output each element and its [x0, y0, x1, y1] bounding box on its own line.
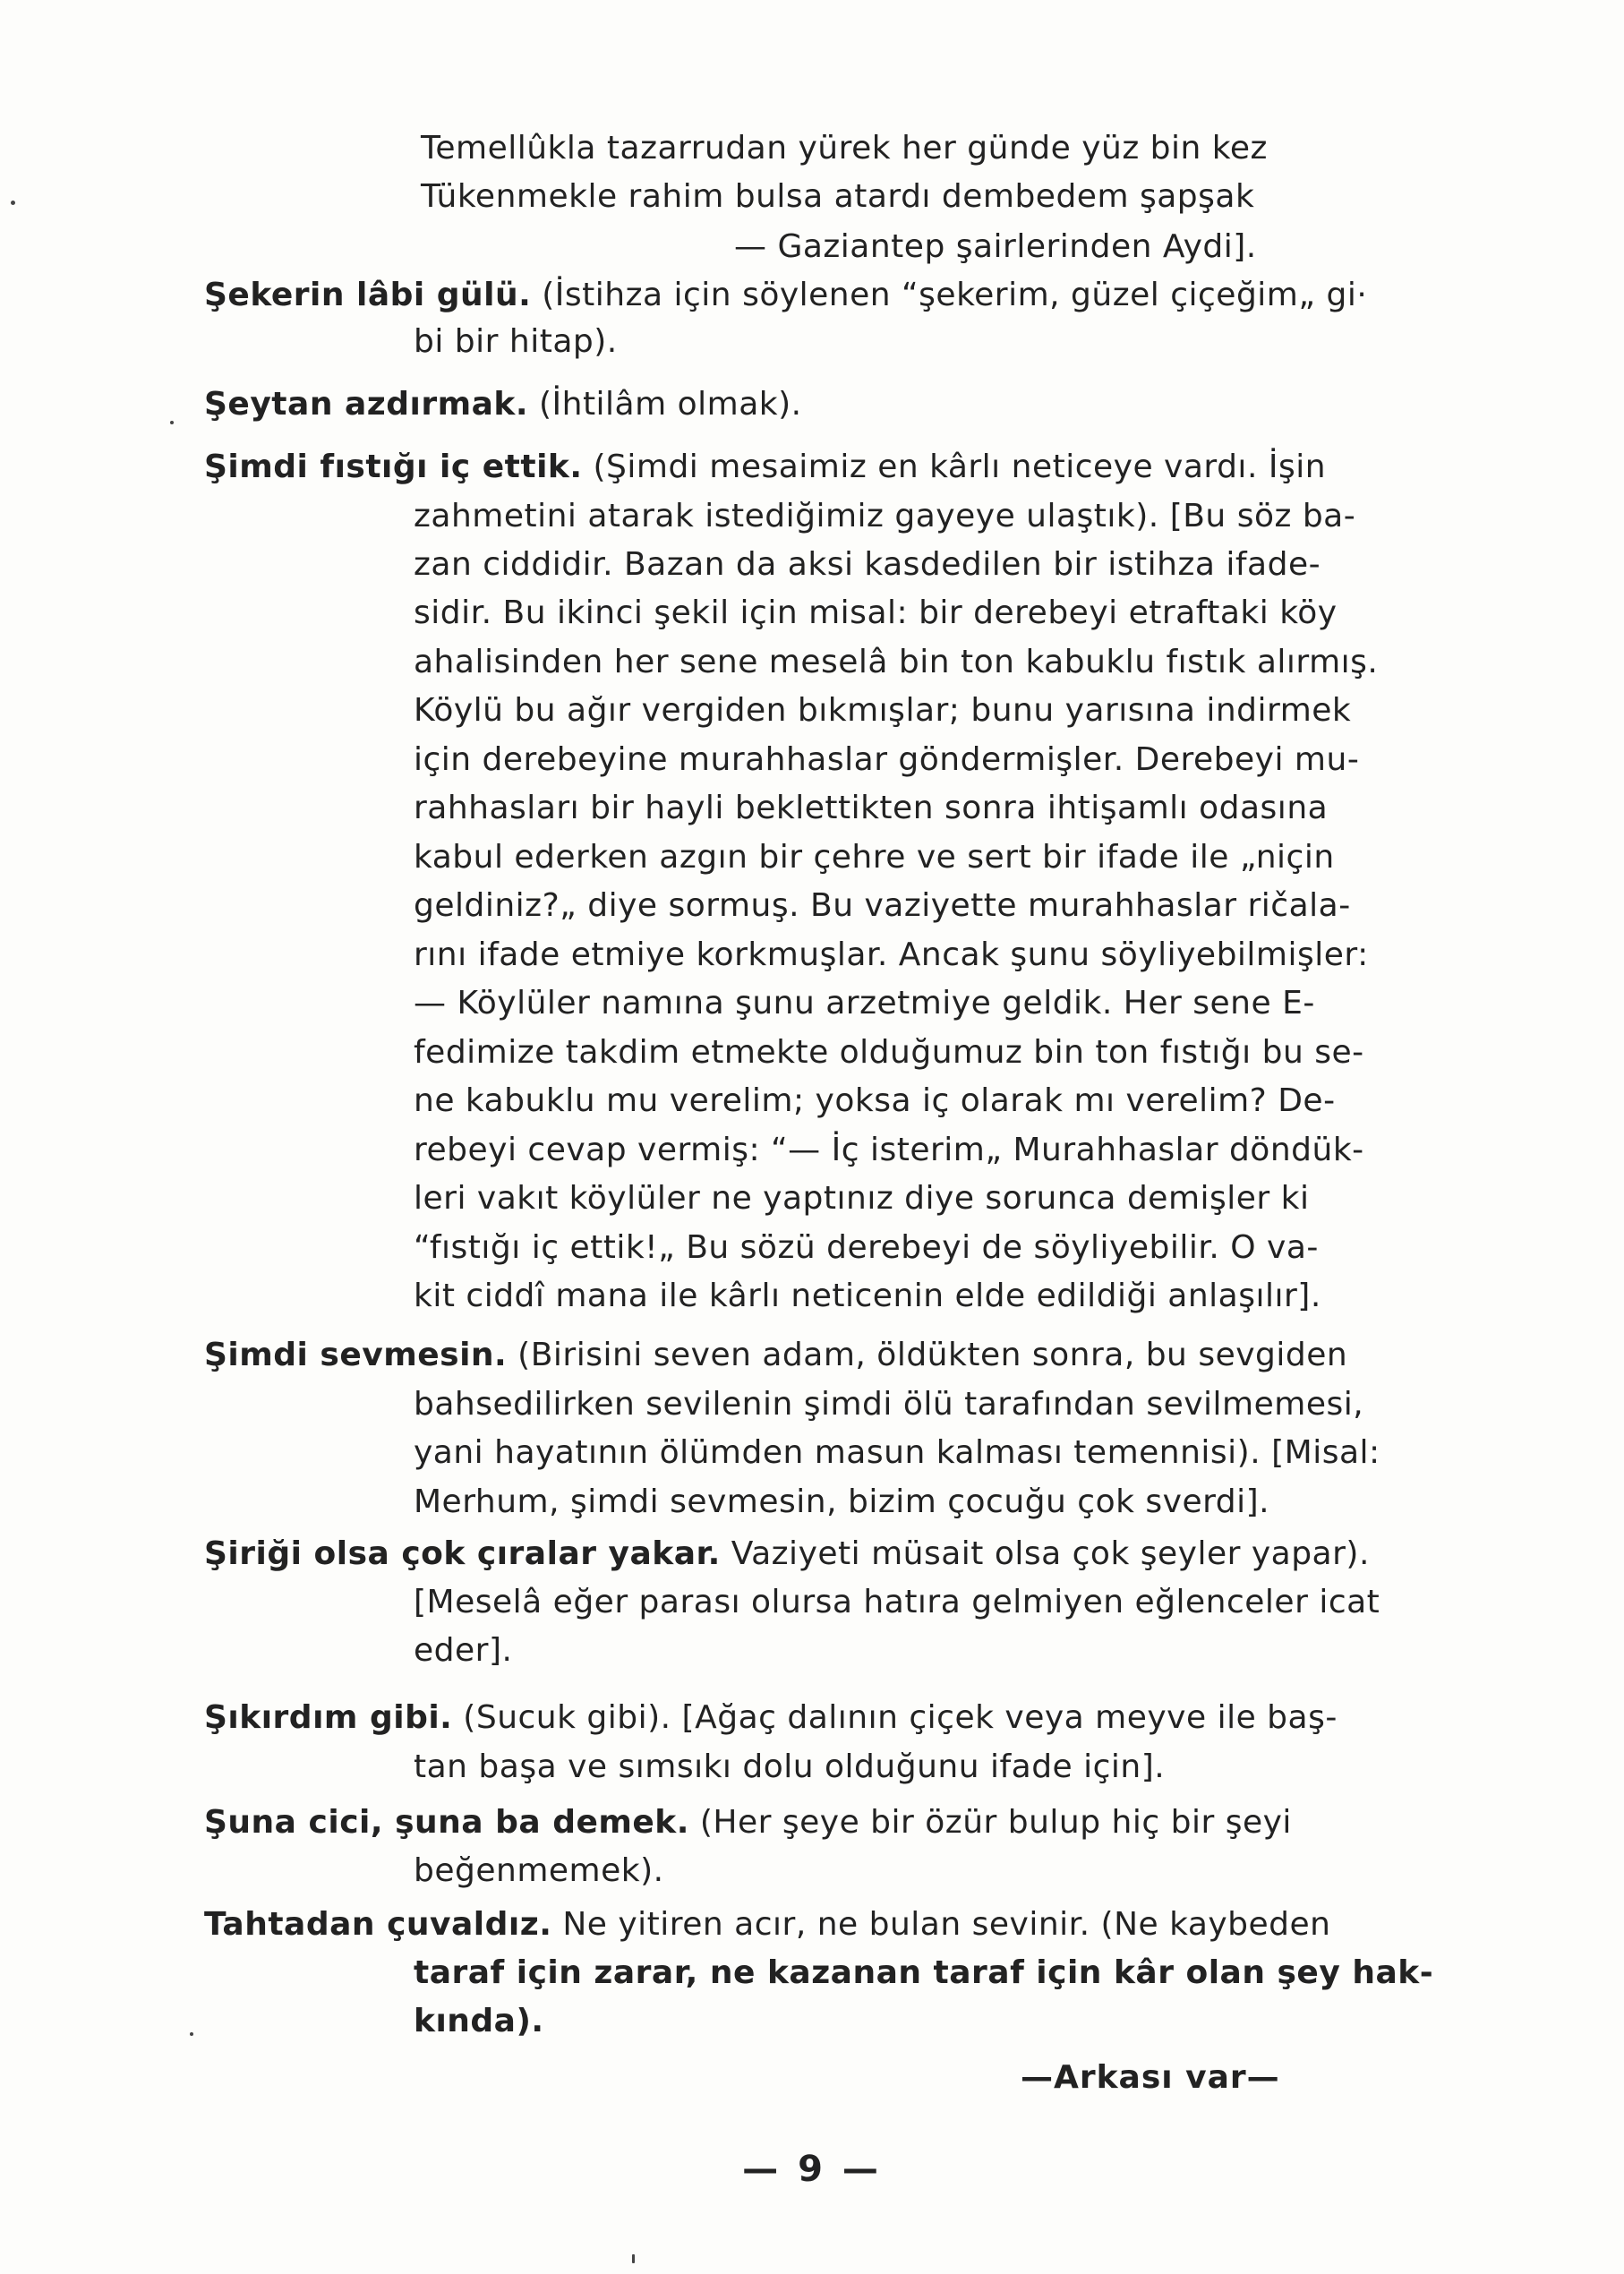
entry-3-line-16: leri vakıt köylüler ne yaptınız diye sorunca demişler ki [414, 1180, 1310, 1217]
entry-5-line-3: eder]. [414, 1632, 513, 1669]
entry-3-line-15: rebeyi cevap vermiş: “— İç isterim„ Murahhaslar döndük- [414, 1132, 1364, 1168]
entry-7-line-1 [204, 1801, 1292, 1844]
entry-text: (Birisini seven adam, öldükten sonra, bu sevgiden [507, 1337, 1348, 1373]
entry-3-line-5: ahalisinden her sene meselâ bin ton kabuklu fıstık alırmış. [414, 644, 1379, 680]
entry-4-line-2: bahsedilirken sevilenin şimdi ölü tarafından sevilmemesi, [414, 1386, 1364, 1423]
entry-3-line-17: “fıstığı iç ettik!„ Bu sözü derebeyi de söyliyebilir. O va- [414, 1229, 1319, 1266]
entry-8-line-1 [204, 1903, 1331, 1946]
page-number: — 9 — [742, 2149, 882, 2190]
poem-line-2: Tükenmekle rahim bulsa atardı dembedem şapşak [421, 178, 1255, 215]
entry-headword: Şuna cici, şuna ba demek. [204, 1804, 689, 1841]
entry-3-line-9: kabul ederken azgın bir çehre ve sert bir ifade ile „niçin [414, 839, 1335, 876]
entry-3-line-8: rahhasları bir hayli beklettikten sonra ihtişamlı odasına [414, 790, 1329, 826]
scan-speck [190, 2032, 193, 2036]
entry-text: Vaziyeti müsait olsa çok şeyler yapar). [720, 1535, 1370, 1572]
entry-3-line-2: zahmetini atarak istediğimiz gayeye ulaştık). [Bu söz ba- [414, 498, 1356, 534]
entry-4-line-3: yani hayatının ölümden masun kalması temennisi). [Misal: [414, 1434, 1380, 1471]
entry-headword: Şeytan azdırmak. [204, 386, 529, 423]
entry-headword: Şimdi fıstığı iç ettik. [204, 449, 583, 485]
entry-4-line-1 [204, 1334, 1347, 1377]
entry-3-line-13: fedimize takdim etmekte olduğumuz bin ton fıstığı bu se- [414, 1034, 1364, 1071]
poem-line-1: Temellûkla tazarrudan yürek her günde yüz bin kez [421, 130, 1268, 167]
entry-text: Ne yitiren acır, ne bulan sevinir. (Ne kaybeden [551, 1906, 1331, 1943]
entry-4-line-4: Merhum, şimdi sevmesin, bizim çocuğu çok sverdi]. [414, 1483, 1270, 1520]
entry-headword: Şimdi sevmesin. [204, 1337, 508, 1373]
scan-speck [170, 421, 174, 424]
entry-1-line-1 [204, 274, 1367, 317]
scan-speck [11, 201, 15, 205]
entry-text: (İhtilâm olmak). [528, 386, 802, 423]
entry-8-line-2: taraf için zarar, ne kazanan taraf için kâr olan şey hak- [414, 1954, 1434, 1991]
entry-3-line-14: ne kabuklu mu verelim; yoksa iç olarak mı verelim? De- [414, 1082, 1336, 1119]
entry-2-line-1 [204, 383, 802, 426]
entry-headword: Şekerin lâbi gülü. [204, 277, 532, 313]
continued-note: —Arkası var— [1021, 2059, 1280, 2096]
poem-attribution: — Gaziantep şairlerinden Aydi]. [734, 228, 1257, 265]
entry-3-line-10: geldiniz?„ diye sormuş. Bu vaziyette murahhaslar ričala- [414, 887, 1351, 924]
entry-5-line-2: [Meselâ eğer parası olursa hatıra gelmiyen eğlenceler icat [414, 1584, 1380, 1620]
entry-3-line-18: kit ciddî mana ile kârlı neticenin elde edildiği anlaşılır]. [414, 1278, 1321, 1314]
entry-headword: Şıkırdım gibi. [204, 1699, 453, 1736]
entry-3-line-6: Köylü bu ağır vergiden bıkmışlar; bunu yarısına indirmek [414, 692, 1352, 729]
entry-7-line-2: beğenmemek). [414, 1852, 664, 1889]
entry-3-line-12: — Köylüler namına şunu arzetmiye geldik. Her sene E- [414, 985, 1315, 1022]
entry-text: (Sucuk gibi). [Ağaç dalının çiçek veya meyve ile baş- [452, 1699, 1338, 1736]
scan-speck [632, 2254, 635, 2263]
entry-3-line-3: zan ciddidir. Bazan da aksi kasdedilen bir istihza ifade- [414, 546, 1321, 583]
entry-headword: Şiriği olsa çok çıralar yakar. [204, 1535, 721, 1572]
entry-8-line-3: kında). [414, 2003, 544, 2039]
entry-text: (İstihza için söylenen “şekerim, güzel çiçeğim„ gi· [531, 277, 1368, 313]
entry-3-line-1 [204, 446, 1326, 489]
entry-text: (Her şeye bir özür bulup hiç bir şeyi [688, 1804, 1292, 1841]
entry-1-line-2: bi bir hitap). [414, 323, 618, 360]
entry-3-line-11: rını ifade etmiye korkmuşlar. Ancak şunu söyliyebilmişler: [414, 936, 1369, 973]
entry-5-line-1 [204, 1533, 1370, 1576]
entry-text: (Şimdi mesaimiz en kârlı neticeye vardı. İşin [582, 449, 1327, 485]
entry-6-line-2: tan başa ve sımsıkı dolu olduğunu ifade için]. [414, 1748, 1166, 1785]
entry-6-line-1 [204, 1697, 1338, 1740]
entry-3-line-4: sidir. Bu ikinci şekil için misal: bir derebeyi etraftaki köy [414, 594, 1338, 631]
entry-headword: Tahtadan çuvaldız. [204, 1906, 552, 1943]
entry-3-line-7: için derebeyine murahhaslar göndermişler. Derebeyi mu- [414, 741, 1360, 778]
